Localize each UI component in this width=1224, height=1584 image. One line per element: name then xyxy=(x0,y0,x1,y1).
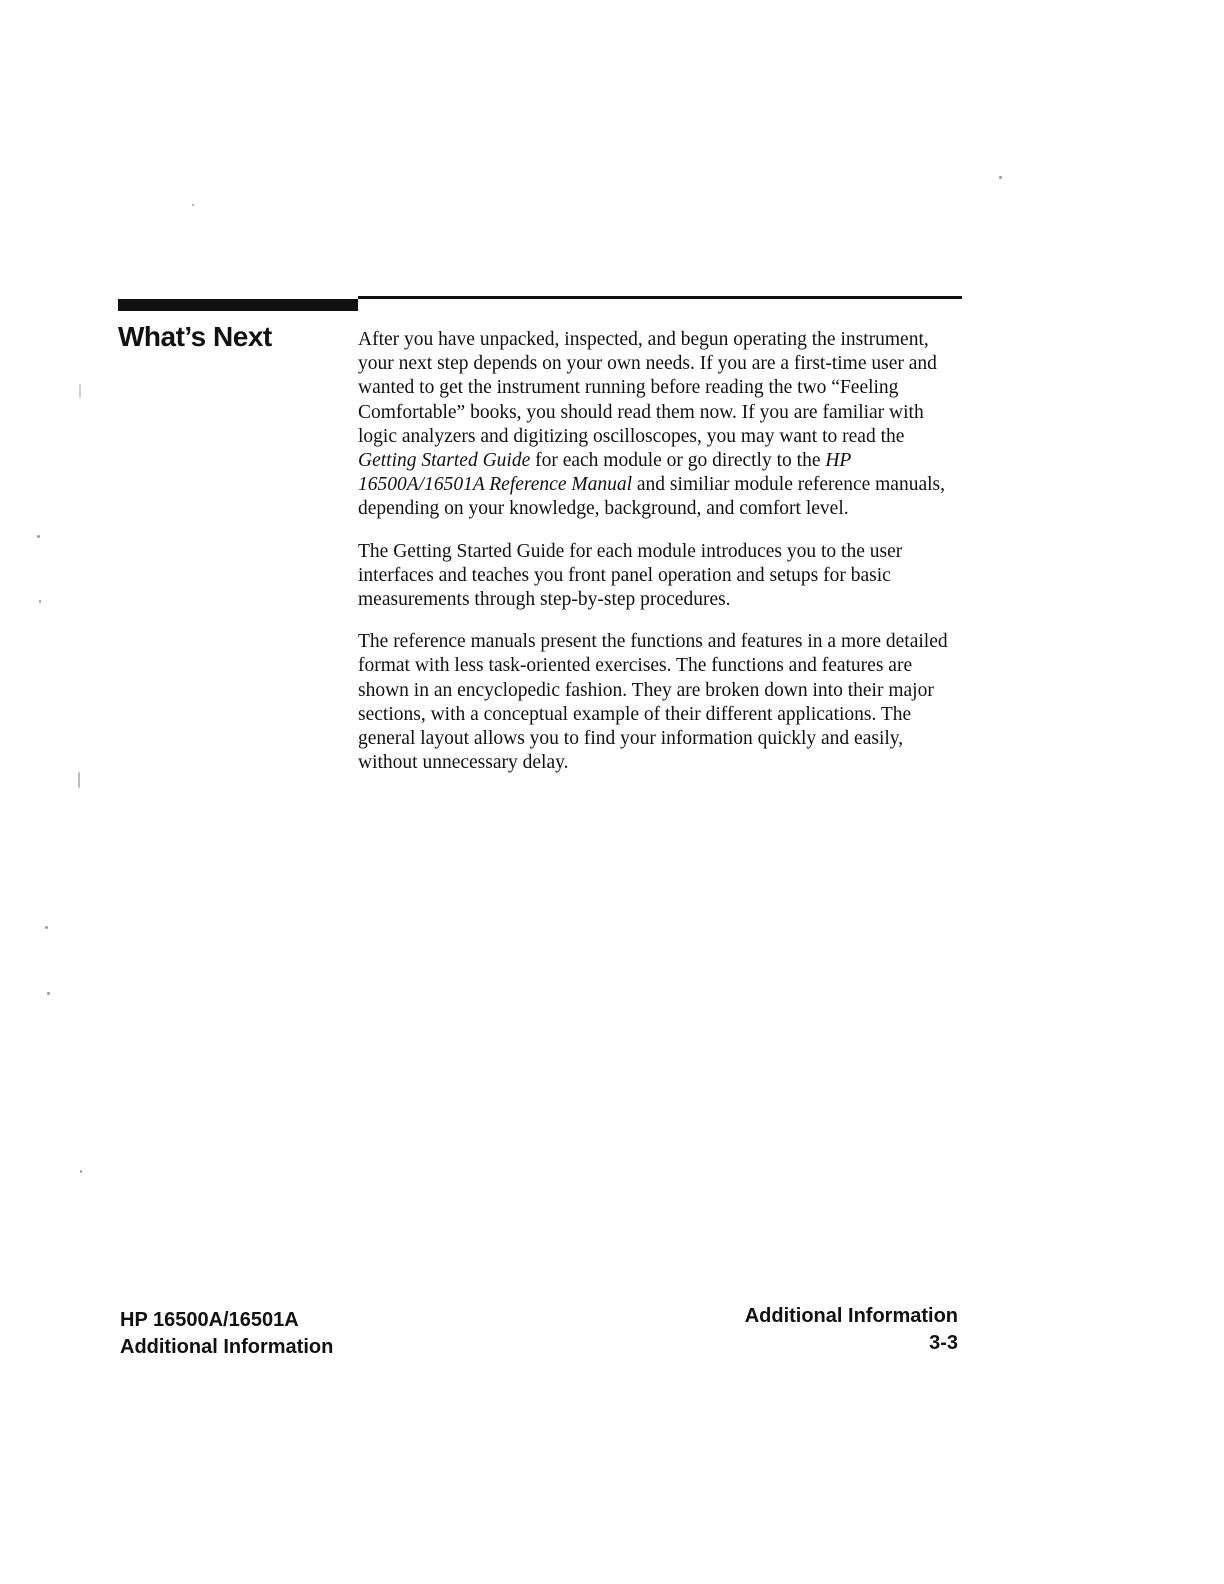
paragraph-2: The Getting Started Guide for each module introduces you to the user interfaces and teaches you front panel operation and setups for basic measurements through step-by-step procedures. xyxy=(358,540,903,611)
footer-right xyxy=(745,1303,958,1357)
paragraph-3: The reference manuals present the functions and features in a more detailed format with less task-oriented exercises. The functions and features are shown in an encyclopedic fashion. They are broken down into their major sections, with a conceptual example of their different applications. The general layout allows you to find your information quickly and easily, without unnecessary delay. xyxy=(358,631,948,774)
scan-speck xyxy=(45,926,48,929)
page-number: 3-3 xyxy=(929,1332,958,1354)
scan-speck xyxy=(80,1170,82,1173)
paragraph-1-text-b: for each module or go directly to the xyxy=(530,450,826,472)
footer-left xyxy=(120,1307,333,1361)
section-rule-thin xyxy=(358,296,962,299)
paragraph-1-text-c: and similiar module reference manuals, depending on your knowledge, background, and comfort level. xyxy=(358,474,945,520)
scan-speck xyxy=(79,384,81,398)
getting-started-guide-title: Getting Started Guide xyxy=(358,450,531,472)
section-body xyxy=(358,328,958,793)
scan-speck xyxy=(999,176,1002,179)
footer-section-name: Additional Information xyxy=(744,1305,958,1327)
scan-speck xyxy=(47,992,50,995)
reference-manual-title: HP 16500A/16501A Reference Manual xyxy=(358,450,851,496)
scan-speck xyxy=(39,600,41,603)
scan-speck xyxy=(192,204,194,206)
section-heading: What’s Next xyxy=(118,321,272,352)
paragraph-1 xyxy=(358,328,958,522)
scan-speck xyxy=(78,772,80,788)
footer-product-name: HP 16500A/16501A xyxy=(120,1309,299,1331)
section-rule-thick xyxy=(118,299,358,311)
footer-chapter-name: Additional Information xyxy=(120,1336,334,1358)
paragraph-1-text-a: After you have unpacked, inspected, and begun operating the instrument, your next step depends on your own needs. If you are a first-time user and wanted to get the instrument running before reading the two “Feeling Comfortable” books, you should read them now. If you are familiar with logic analyzers and digitizing oscilloscopes, you may want to read the xyxy=(358,329,937,447)
scan-speck xyxy=(37,535,40,538)
